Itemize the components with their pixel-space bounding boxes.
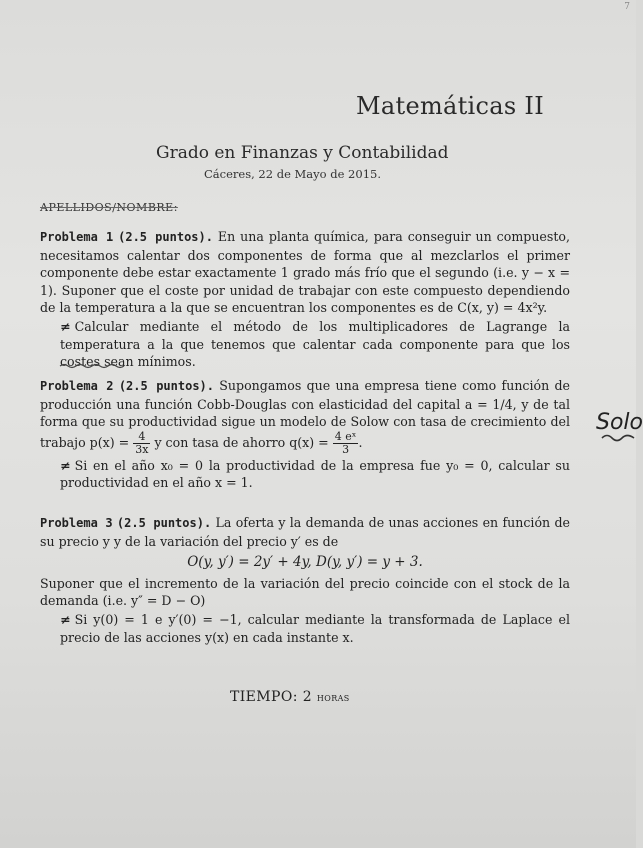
problem-2: Problema 2 (2.5 puntos). Supongamos que una empresa tiene como función de producción una función Cobb-Douglas con elasticidad del capital a = 1/4, y de tal forma que su productividad sigue un modelo de Solow con tasa de crecimiento del trabajo p(x) = $\frac{4}{3x}$ y con tasa de ahorro q(x) = $\frac{\text{4 eˣ}}{3}$ . ≠ Si en el año x₀ = 0 la productividad de la empresa fue y₀ = 0, calcular su productividad en el año x = 1. (40, 378, 570, 491)
time-limit-label: TIEMPO: (230, 689, 298, 705)
problem-1-statement: En una planta química, para conseguir un compuesto, necesitamos calentar dos componentes de forma que al mezclarlos el primer componente debe estar exactamente 1 grado más frío que el segundo (i.e. y − x = 1). Suponer que el coste por unidad de trabajar con este compuesto dependiendo de la temperatura a la que se encuentran los componentes es de C(x, y) = 4x²y. (40, 229, 570, 316)
minimos-underline-mark (58, 362, 128, 370)
margin-handwritten-note: Solo (596, 410, 643, 435)
problem-2-task-text: Si en el año x₀ = 0 la productividad de la empresa fue y₀ = 0, calcular su productividad en el año x = 1. (60, 457, 570, 491)
problem-3-equation: O(y, y′) = 2y′ + 4y, D(y, y′) = y + 3. (187, 554, 423, 571)
name-field-label: APELLIDOS/NOMBRE: (40, 201, 178, 214)
problem-1-heading: Problema 1 (40, 230, 114, 244)
problem-1 (40, 228, 570, 371)
problem-2-heading: Problema 2 (40, 379, 114, 393)
problem-2-statement-a: Supongamos que una empresa tiene como función de producción una función Cobb-Douglas con elasticidad del capital a = 1/4, y de tal forma que su productividad sigue un modelo de Solow con tasa de crecimiento del trabajo p(x) = (40, 378, 570, 450)
problem-1-points: (2.5 puntos). (118, 230, 213, 244)
time-limit (230, 689, 350, 705)
problem-2-statement-b: y con tasa de ahorro q(x) = (154, 434, 329, 450)
exam-date: Cáceres, 22 de Mayo de 2015. (204, 167, 381, 181)
problem-3-task (40, 611, 570, 646)
problem-1-task-text: Calcular mediante el método de los multiplicadores de Lagrange la temperatura a la que tenemos que calentar cada componente para que los costes sean mínimos. (60, 318, 570, 370)
time-limit-unit: horas (316, 690, 350, 704)
problem-3-statement-b: Suponer que el incremento de la variación del precio coincide con el stock de la demanda (i.e. y″ = D − O) (40, 575, 570, 609)
problem-2-points: (2.5 puntos). (118, 379, 215, 393)
problem-3-task-text: Si y(0) = 1 e y′(0) = −1, calcular mediante la transformada de Laplace el precio de las acciones y(x) en cada instante x. (60, 611, 570, 645)
p-numerator: 4 (133, 431, 150, 444)
q-numerator: 4 eˣ (334, 429, 357, 443)
q-fraction (333, 431, 359, 456)
task-marker-icon: ≠ (60, 457, 71, 473)
p-fraction (133, 431, 150, 456)
task-marker-icon: ≠ (60, 611, 71, 627)
task-marker-icon: ≠ (60, 318, 71, 334)
q-denominator: 3 (342, 442, 350, 456)
problem-3-statement: La oferta y la demanda de unas acciones en función de su precio y y de la variación del precio y′ es de (40, 515, 570, 549)
problem-3 (40, 514, 570, 646)
margin-wave-mark (600, 432, 636, 442)
problem-2-task (40, 457, 570, 492)
time-limit-value: 2 (302, 689, 313, 705)
p-denominator: 3x (135, 442, 149, 456)
problem-3-heading: Problema 3 (40, 516, 113, 530)
problem-3-points: (2.5 puntos). (116, 516, 212, 530)
course-title: Matemáticas II (356, 92, 544, 120)
degree-title: Grado en Finanzas y Contabilidad (156, 143, 449, 163)
page-number: 7 (624, 2, 630, 12)
